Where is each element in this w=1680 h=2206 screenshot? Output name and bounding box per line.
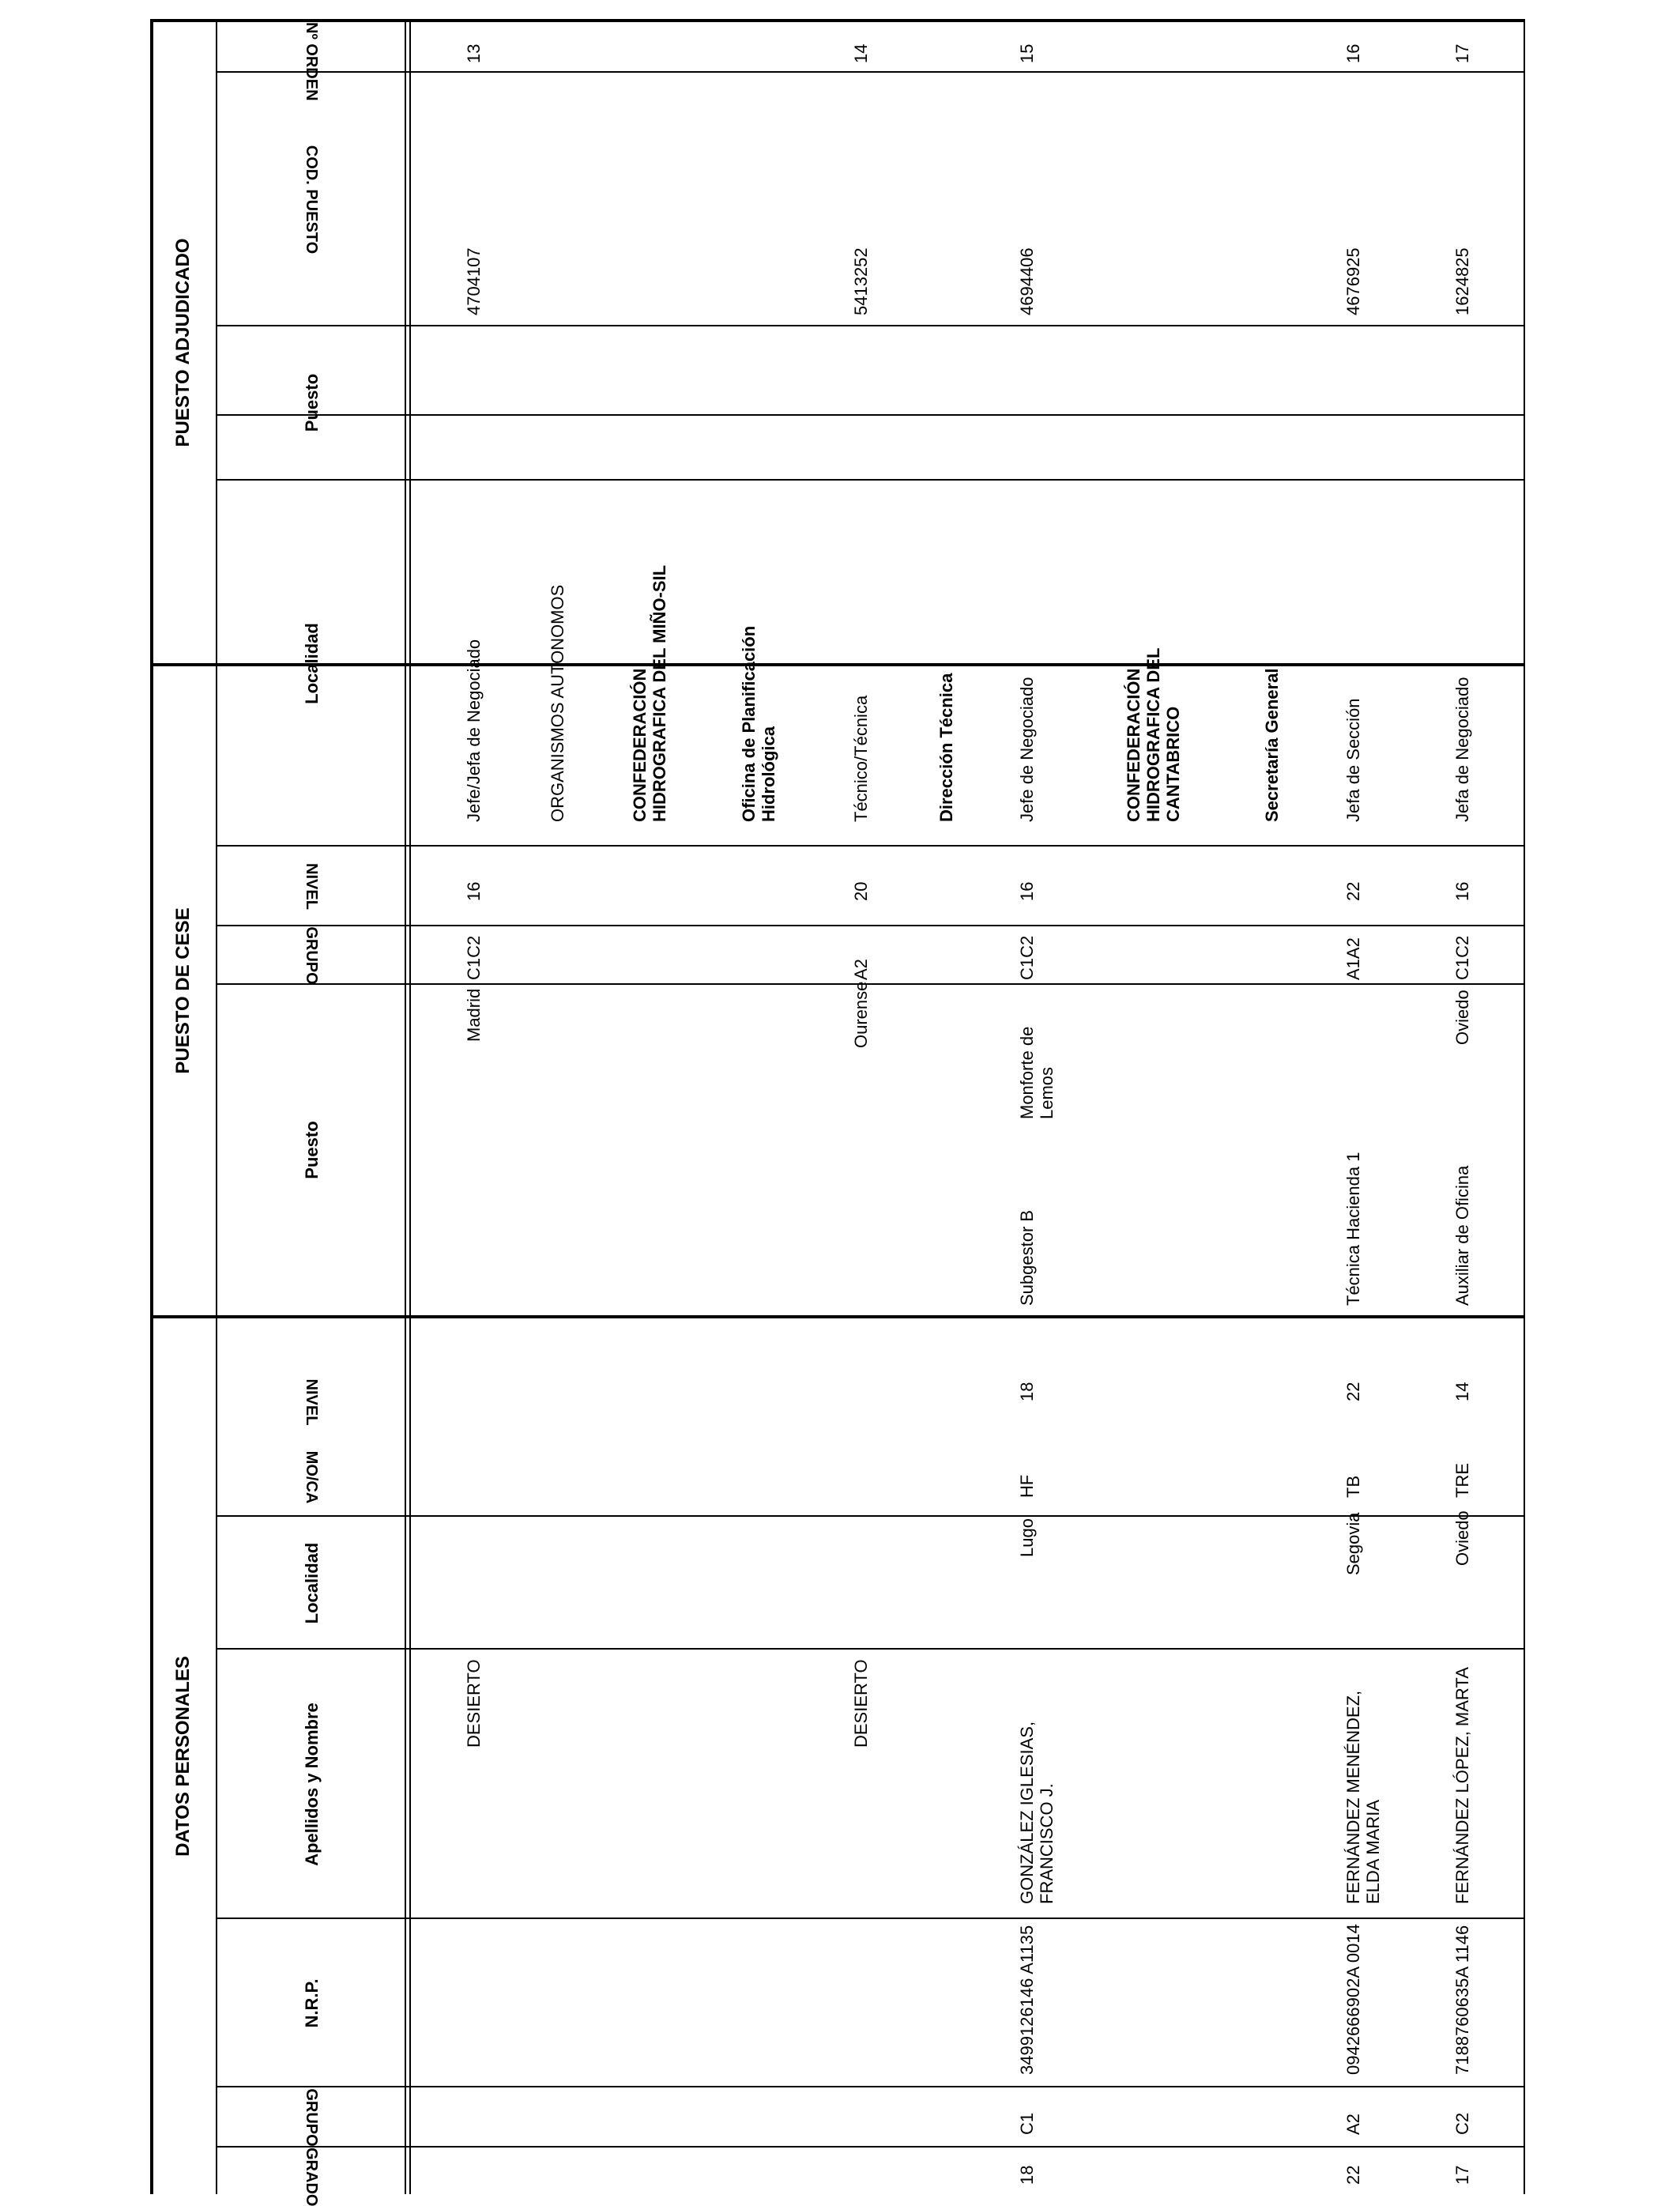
cell-grado: 18: [1017, 2165, 1037, 2185]
cell-grupo: A1A2: [1343, 937, 1363, 980]
frame-bottom: [1524, 19, 1525, 2194]
section-datos-personales: DATOS PERSONALES: [172, 1656, 194, 1857]
org-heading-bold: Oficina de Planificación Hidrológica: [739, 625, 778, 822]
cell-puesto: Jefe/Jefa de Negociado: [464, 639, 484, 822]
col-header-line-1: [405, 19, 406, 2194]
cell-nrp: 0942666902A 0014: [1343, 1924, 1363, 2075]
header-grado: GRADO: [303, 2148, 320, 2206]
cell-grado: 22: [1343, 2165, 1363, 2185]
org-heading-bold: CONFEDERACIÓN HIDROGRAFICA DEL CANTABRICO: [1124, 648, 1183, 822]
cell-moca: TB: [1343, 1475, 1363, 1498]
cell-nivel: 22: [1343, 881, 1363, 901]
org-heading: ORGANISMOS AUTONOMOS: [548, 584, 567, 822]
cell-grado: 17: [1452, 2165, 1472, 2185]
cell-grupo: C1C2: [1017, 935, 1037, 980]
cell-localidad-cese: Segovia: [1343, 1512, 1363, 1575]
col-line: [217, 2086, 1525, 2087]
cell-nivel-cese: 22: [1343, 1382, 1363, 1401]
cell-localidad: Monforte de Lemos: [1017, 1026, 1057, 1119]
header-localidad-adj: Localidad: [302, 623, 322, 704]
cell-puesto-cese: Técnica Hacienda 1: [1343, 1152, 1363, 1306]
cell-orden: 17: [1452, 43, 1472, 63]
frame-top: [150, 19, 153, 2194]
cell-puesto: Jefa de Negociado: [1452, 677, 1472, 822]
cell-cod: 5413252: [851, 247, 871, 315]
col-line: [217, 983, 1525, 985]
cell-puesto-cese: Auxiliar de Oficina: [1452, 1165, 1472, 1306]
cell-grupo: C1C2: [1452, 935, 1472, 980]
cell-cod: 4676925: [1343, 247, 1363, 315]
cell-orden: 16: [1343, 43, 1363, 63]
cell-grupo: C1C2: [464, 935, 484, 980]
cell-nivel: 16: [1452, 881, 1472, 901]
cell-cod: 4704107: [464, 247, 484, 315]
cell-moca: TRE: [1452, 1463, 1472, 1498]
cell-nivel: 16: [464, 881, 484, 901]
section-puesto-adjudicado: PUESTO ADJUDICADO: [172, 238, 194, 447]
cell-apellidos: DESIERTO: [851, 1659, 871, 1748]
col-line: [217, 414, 1525, 416]
frame-right: [150, 19, 1525, 22]
org-heading-bold: Dirección Técnica: [936, 673, 956, 822]
header-nrp: N.R.P.: [302, 1978, 322, 2028]
cell-grupo-personal: C2: [1452, 2112, 1472, 2135]
section-header-line: [216, 19, 217, 2194]
header-moca: MO/CA: [303, 1450, 320, 1504]
cell-nrp: 3499126146 A1135: [1017, 1925, 1037, 2075]
header-nivel-adj: NIVEL: [303, 863, 320, 910]
header-localidad-cese: Localidad: [302, 1542, 322, 1624]
section-puesto-cese: PUESTO DE CESE: [172, 907, 194, 1074]
cell-localidad-cese: Lugo: [1017, 1518, 1037, 1557]
col-line: [217, 925, 1525, 926]
cell-puesto: Jefa de Sección: [1343, 698, 1363, 822]
cell-apellidos: FERNÁNDEZ MENÉNDEZ, ELDA MARIA: [1343, 1690, 1383, 1904]
cell-grupo: A2: [851, 959, 871, 980]
cell-localidad: Oviedo: [1452, 990, 1472, 1045]
col-line: [217, 2146, 1525, 2148]
col-line: [217, 1515, 1525, 1517]
cell-puesto: Técnico/Técnica: [851, 695, 871, 822]
sep-personales: [150, 1315, 1525, 1318]
cell-apellidos: FERNÁNDEZ LÓPEZ, MARTA: [1452, 1667, 1472, 1904]
header-nivel-cese: NIVEL: [303, 1378, 320, 1426]
header-orden: Nº ORDEN: [303, 22, 320, 101]
col-line: [217, 1918, 1525, 1919]
col-line: [217, 479, 1525, 481]
cell-nivel: 16: [1017, 881, 1037, 901]
cell-nrp: 7188760635A 1146: [1452, 1925, 1472, 2075]
header-puesto-cese: Puesto: [302, 1121, 322, 1179]
cell-puesto: Jefe de Negociado: [1017, 677, 1037, 822]
cell-grupo-personal: C1: [1017, 2112, 1037, 2135]
cell-cod: 4694406: [1017, 247, 1037, 315]
cell-orden: 13: [464, 43, 484, 63]
cell-localidad-cese: Oviedo: [1452, 1510, 1472, 1566]
sep-cese: [150, 663, 1525, 666]
cell-grupo-personal: A2: [1343, 2114, 1363, 2135]
col-line: [217, 71, 1525, 73]
cell-localidad: Madrid: [464, 988, 484, 1042]
col-header-line-2: [409, 19, 411, 2194]
cell-localidad: Ourense: [851, 981, 871, 1048]
col-line: [217, 845, 1525, 847]
cell-nivel-cese: 14: [1452, 1382, 1472, 1401]
cell-puesto-cese: Subgestor B: [1017, 1209, 1037, 1306]
cell-nivel: 20: [851, 881, 871, 901]
cell-nivel-cese: 18: [1017, 1382, 1037, 1401]
cell-apellidos: DESIERTO: [464, 1659, 484, 1748]
col-line: [217, 1648, 1525, 1650]
cell-orden: 15: [1017, 43, 1037, 63]
org-heading-bold: CONFEDERACIÓN HIDROGRAFICA DEL MIÑO-SIL: [630, 564, 669, 822]
cell-moca: HF: [1017, 1474, 1037, 1498]
cell-apellidos: GONZÁLEZ IGLESIAS, FRANCISCO J.: [1017, 1721, 1057, 1904]
header-puesto-adj: Puesto: [302, 373, 322, 432]
header-cod-puesto: COD. PUESTO: [303, 145, 320, 255]
cell-cod: 1624825: [1452, 247, 1472, 315]
header-apellidos: Apellidos y Nombre: [302, 1703, 322, 1866]
header-grupo-personal: GRUPO: [303, 2088, 320, 2147]
org-heading-bold: Secretaría General: [1262, 668, 1282, 822]
header-grupo-adj: GRUPO: [303, 926, 320, 985]
col-line: [217, 325, 1525, 326]
cell-orden: 14: [851, 43, 871, 63]
